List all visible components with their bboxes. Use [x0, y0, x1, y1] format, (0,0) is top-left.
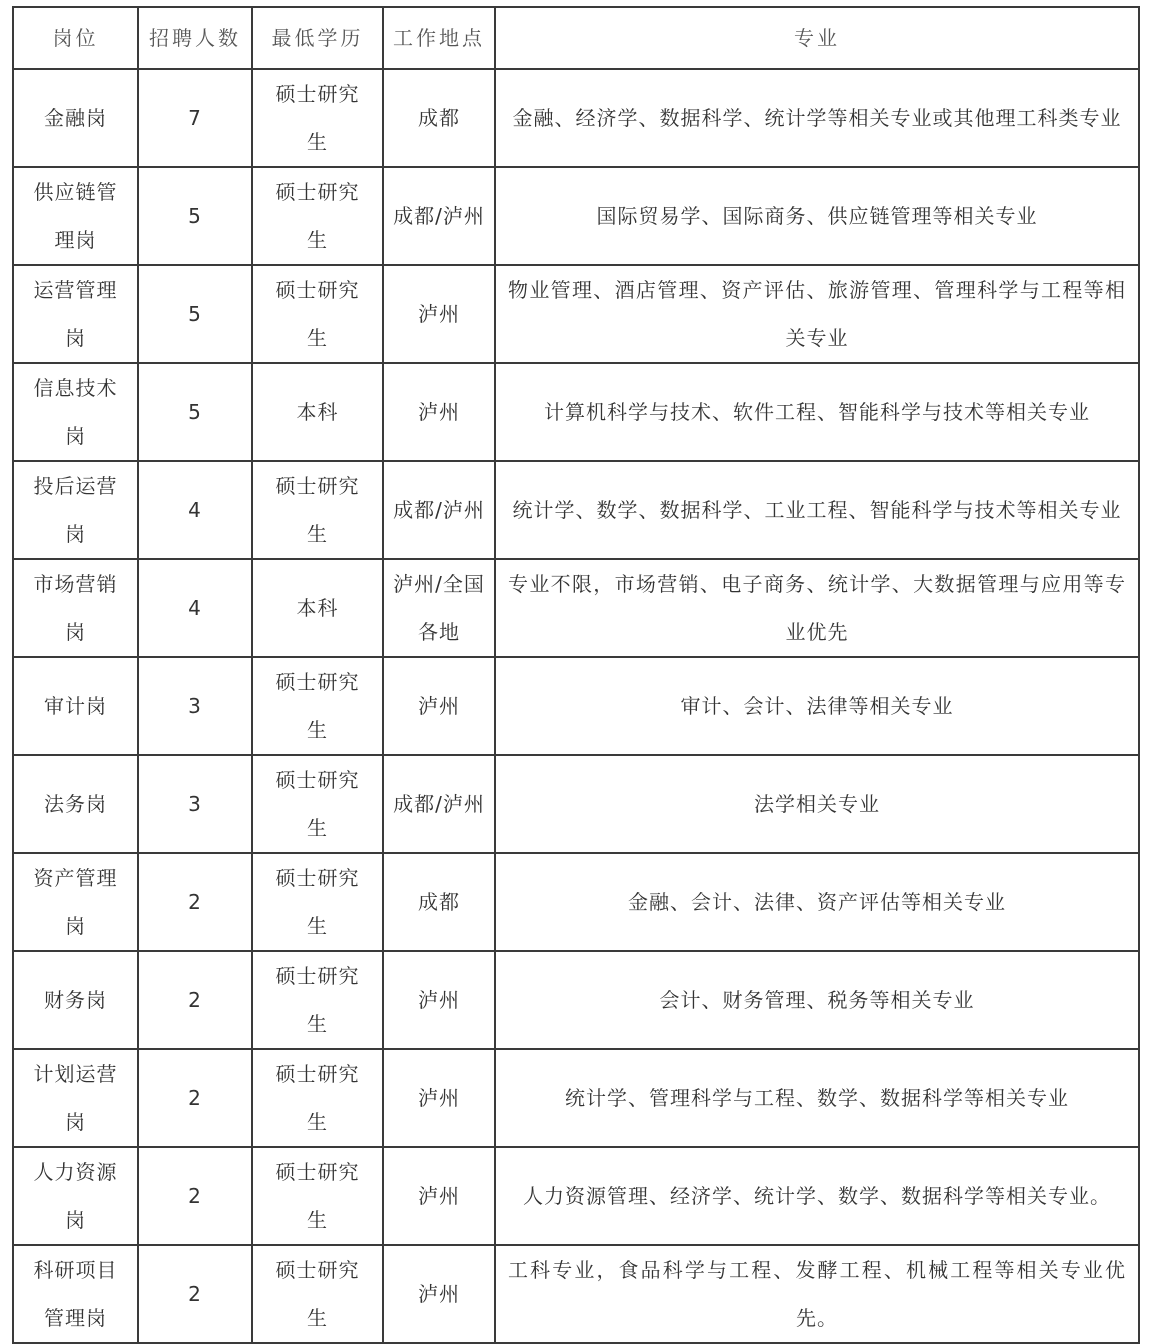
- cell-position: 投后运营岗: [13, 461, 138, 559]
- table-row: [13, 755, 1139, 853]
- cell-major: 统计学、数学、数据科学、工业工程、智能科学与技术等相关专业: [495, 461, 1139, 559]
- table-row: [13, 1049, 1139, 1147]
- cell-position: 人力资源岗: [13, 1147, 138, 1245]
- cell-count: 2: [138, 853, 252, 951]
- cell-education: 硕士研究生: [252, 1049, 383, 1147]
- cell-location: 成都: [383, 69, 495, 167]
- cell-education: 硕士研究生: [252, 853, 383, 951]
- cell-major: 国际贸易学、国际商务、供应链管理等相关专业: [495, 167, 1139, 265]
- cell-position: 市场营销岗: [13, 559, 138, 657]
- cell-education: 本科: [252, 559, 383, 657]
- header-position: 岗位: [13, 7, 138, 69]
- recruitment-table-container: [12, 6, 1138, 1344]
- cell-position: 供应链管理岗: [13, 167, 138, 265]
- cell-count: 3: [138, 657, 252, 755]
- cell-major: 金融、会计、法律、资产评估等相关专业: [495, 853, 1139, 951]
- recruitment-table: [12, 6, 1140, 1344]
- cell-count: 4: [138, 461, 252, 559]
- table-row: [13, 265, 1139, 363]
- table-row: [13, 951, 1139, 1049]
- table-row: [13, 853, 1139, 951]
- cell-major: 工科专业，食品科学与工程、发酵工程、机械工程等相关专业优先。: [495, 1245, 1139, 1343]
- header-major: 专业: [495, 7, 1139, 69]
- cell-count: 2: [138, 951, 252, 1049]
- cell-position: 计划运营岗: [13, 1049, 138, 1147]
- table-row: [13, 363, 1139, 461]
- cell-education: 硕士研究生: [252, 657, 383, 755]
- cell-education: 硕士研究生: [252, 265, 383, 363]
- header-location: 工作地点: [383, 7, 495, 69]
- cell-education: 硕士研究生: [252, 461, 383, 559]
- cell-education: 硕士研究生: [252, 951, 383, 1049]
- cell-major: 会计、财务管理、税务等相关专业: [495, 951, 1139, 1049]
- cell-count: 7: [138, 69, 252, 167]
- cell-location: 泸州: [383, 1049, 495, 1147]
- cell-major: 人力资源管理、经济学、统计学、数学、数据科学等相关专业。: [495, 1147, 1139, 1245]
- table-row: [13, 461, 1139, 559]
- cell-position: 审计岗: [13, 657, 138, 755]
- cell-count: 5: [138, 167, 252, 265]
- cell-count: 2: [138, 1245, 252, 1343]
- cell-count: 3: [138, 755, 252, 853]
- cell-major: 计算机科学与技术、软件工程、智能科学与技术等相关专业: [495, 363, 1139, 461]
- cell-location: 成都/泸州: [383, 755, 495, 853]
- cell-location: 成都/泸州: [383, 167, 495, 265]
- table-row: [13, 657, 1139, 755]
- cell-location: 泸州: [383, 1245, 495, 1343]
- table-row: [13, 167, 1139, 265]
- cell-education: 硕士研究生: [252, 1245, 383, 1343]
- header-education: 最低学历: [252, 7, 383, 69]
- header-row: [13, 7, 1139, 69]
- cell-count: 2: [138, 1049, 252, 1147]
- cell-position: 财务岗: [13, 951, 138, 1049]
- table-row: [13, 1147, 1139, 1245]
- cell-location: 成都/泸州: [383, 461, 495, 559]
- cell-location: 泸州: [383, 951, 495, 1049]
- table-row: [13, 69, 1139, 167]
- cell-major: 专业不限，市场营销、电子商务、统计学、大数据管理与应用等专业优先: [495, 559, 1139, 657]
- cell-position: 金融岗: [13, 69, 138, 167]
- cell-location: 泸州/全国各地: [383, 559, 495, 657]
- cell-position: 资产管理岗: [13, 853, 138, 951]
- table-row: [13, 559, 1139, 657]
- cell-major: 统计学、管理科学与工程、数学、数据科学等相关专业: [495, 1049, 1139, 1147]
- cell-education: 硕士研究生: [252, 69, 383, 167]
- cell-education: 硕士研究生: [252, 755, 383, 853]
- table-row: [13, 1245, 1139, 1343]
- cell-location: 成都: [383, 853, 495, 951]
- cell-position: 科研项目管理岗: [13, 1245, 138, 1343]
- cell-major: 审计、会计、法律等相关专业: [495, 657, 1139, 755]
- cell-location: 泸州: [383, 657, 495, 755]
- cell-count: 5: [138, 265, 252, 363]
- cell-position: 信息技术岗: [13, 363, 138, 461]
- header-count: 招聘人数: [138, 7, 252, 69]
- cell-major: 金融、经济学、数据科学、统计学等相关专业或其他理工科类专业: [495, 69, 1139, 167]
- cell-education: 本科: [252, 363, 383, 461]
- cell-major: 物业管理、酒店管理、资产评估、旅游管理、管理科学与工程等相关专业: [495, 265, 1139, 363]
- cell-location: 泸州: [383, 363, 495, 461]
- cell-location: 泸州: [383, 265, 495, 363]
- cell-education: 硕士研究生: [252, 167, 383, 265]
- cell-position: 法务岗: [13, 755, 138, 853]
- cell-location: 泸州: [383, 1147, 495, 1245]
- cell-education: 硕士研究生: [252, 1147, 383, 1245]
- cell-position: 运营管理岗: [13, 265, 138, 363]
- cell-count: 4: [138, 559, 252, 657]
- cell-major: 法学相关专业: [495, 755, 1139, 853]
- cell-count: 5: [138, 363, 252, 461]
- cell-count: 2: [138, 1147, 252, 1245]
